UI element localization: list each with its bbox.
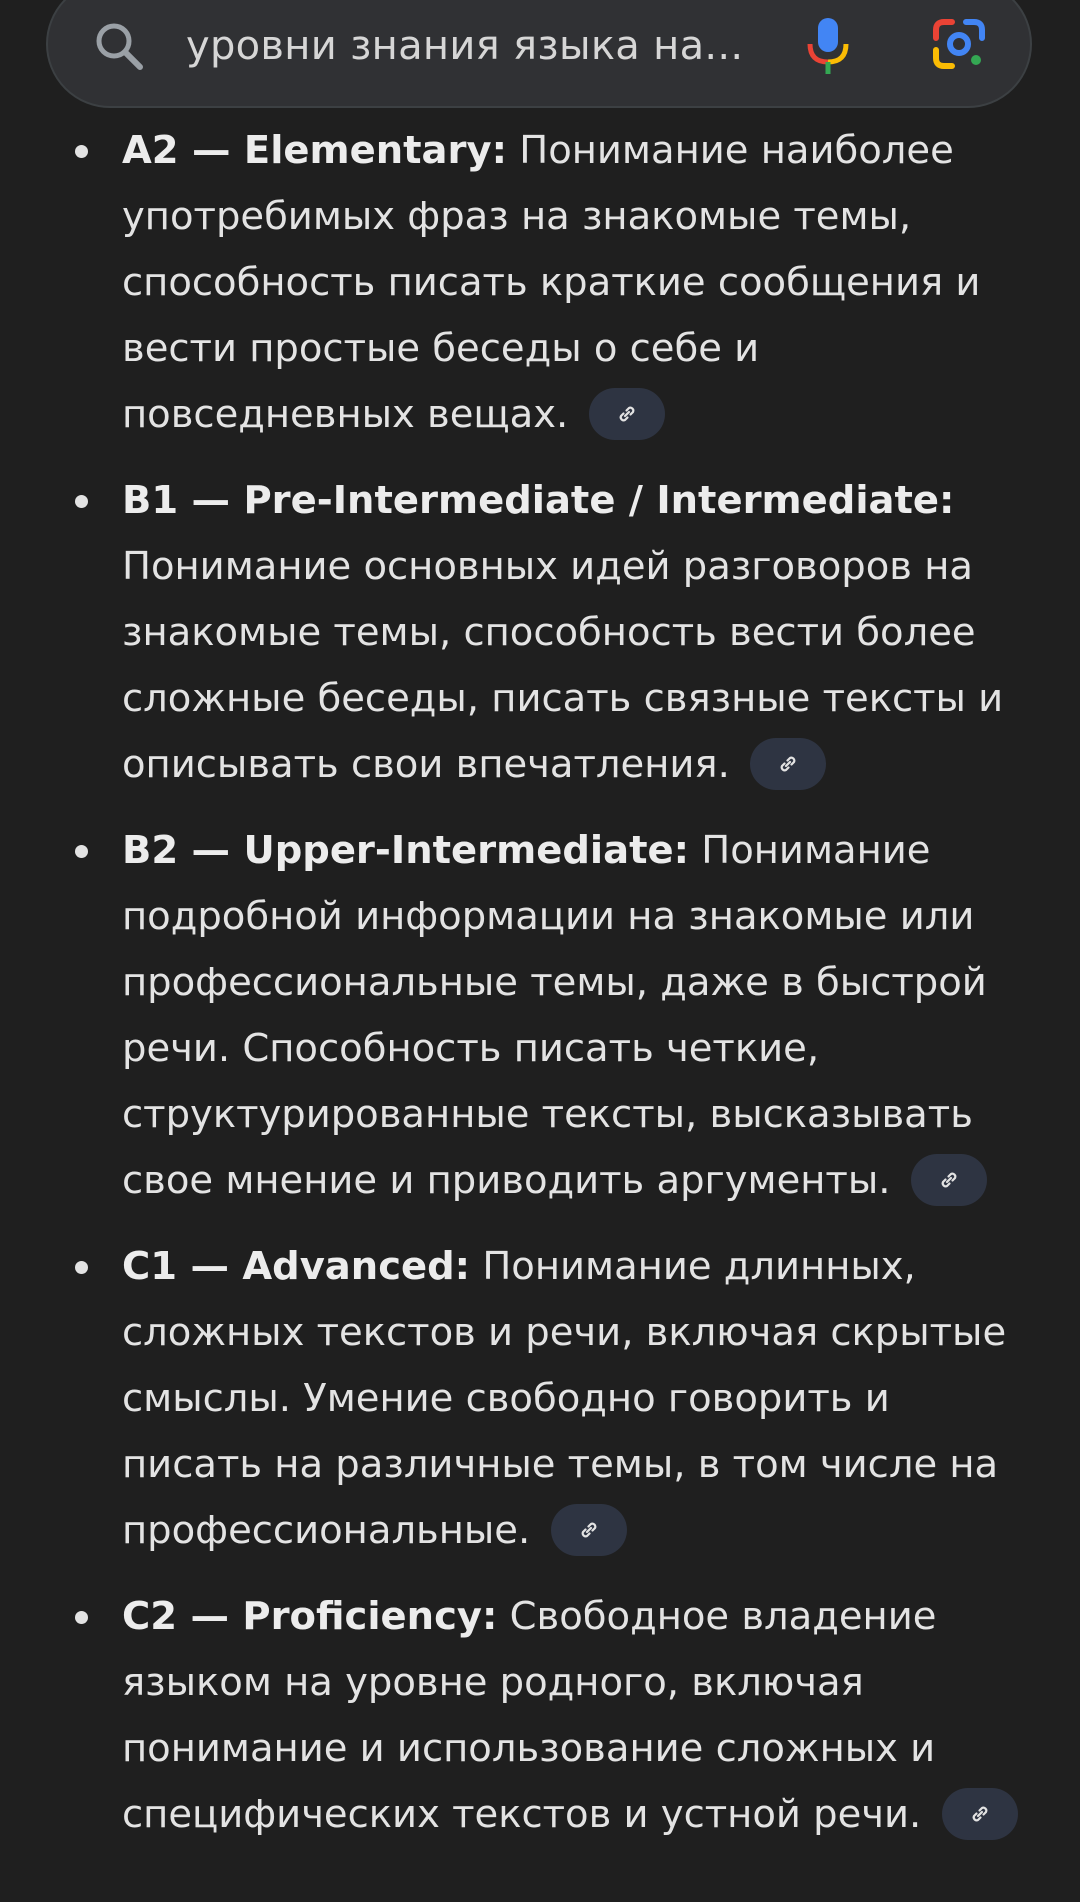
source-link-button[interactable] [911, 1154, 987, 1206]
search-input[interactable]: уровни знания языка на... [186, 23, 744, 69]
link-icon [937, 1168, 961, 1192]
results-list [0, 118, 1080, 1868]
microphone-icon[interactable] [804, 14, 852, 76]
link-icon [776, 752, 800, 776]
bullet [75, 145, 88, 158]
level-term: C2 — Proficiency: [122, 1594, 498, 1639]
bullet [75, 1261, 88, 1274]
list-item [0, 118, 1080, 448]
level-description: Понимание наиболее употребимых фраз на знакомые темы, способность писать краткие сообщения и вести простые беседы о себе и повседневных вещах. [122, 128, 981, 437]
level-term: B2 — Upper-Intermediate: [122, 828, 690, 873]
bullet [75, 495, 88, 508]
bullet [75, 1611, 88, 1624]
list-item [0, 1234, 1080, 1564]
list-item [0, 468, 1080, 798]
link-icon [615, 402, 639, 426]
level-term: B1 — Pre-Intermediate / Intermediate: [122, 478, 955, 523]
link-icon [968, 1802, 992, 1826]
level-description: Понимание длинных, сложных текстов и речи, включая скрытые смыслы. Умение свободно говорить и писать на различные темы, в том числе на профессиональные. [122, 1244, 1007, 1553]
level-term: C1 — Advanced: [122, 1244, 471, 1289]
google-lens-icon[interactable] [930, 16, 988, 72]
level-description: Понимание подробной информации на знакомые или профессиональные темы, даже в быстрой речи. Способность писать четкие, структурированные тексты, высказывать свое мнение и приводить аргументы. [122, 828, 987, 1203]
level-description: Свободное владение языком на уровне родного, включая понимание и использование сложных и специфических текстов и устной речи. [122, 1594, 937, 1837]
level-description: Понимание основных идей разговоров на знакомые темы, способность вести более сложные беседы, писать связные тексты и описывать свои впечатления. [122, 544, 1004, 787]
link-icon [577, 1518, 601, 1542]
list-item [0, 1584, 1080, 1848]
source-link-button[interactable] [589, 388, 665, 440]
bullet [75, 845, 88, 858]
source-link-button[interactable] [551, 1504, 627, 1556]
source-link-button[interactable] [750, 738, 826, 790]
source-link-button[interactable] [942, 1788, 1018, 1840]
list-item [0, 818, 1080, 1214]
search-icon[interactable] [92, 20, 148, 72]
level-term: A2 — Elementary: [122, 128, 507, 173]
